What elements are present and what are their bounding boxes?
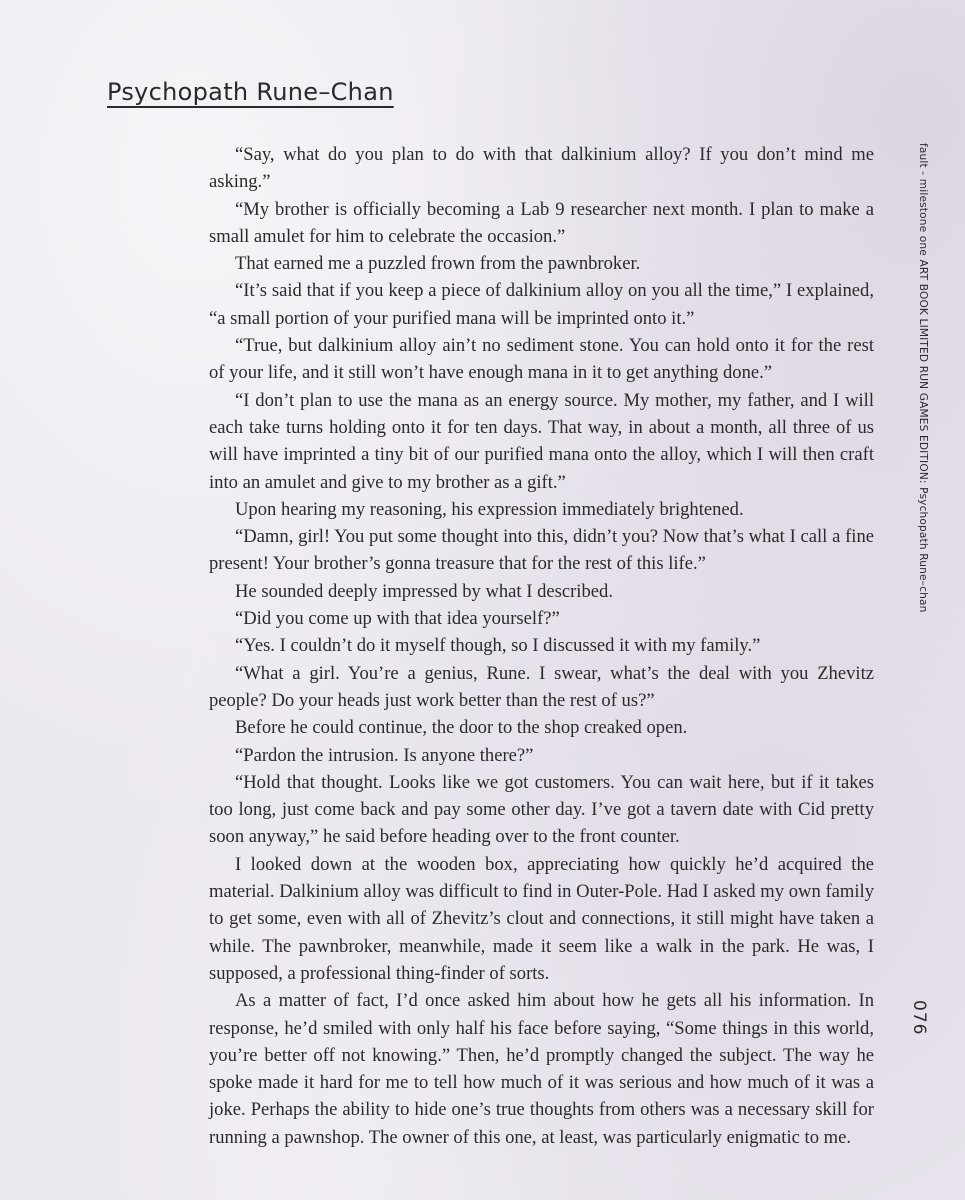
paragraph: “My brother is officially becoming a Lab 9 researcher next month. I plan to make a small amulet for him to celebrate the occasion.” [209,198,874,247]
side-running-header [913,143,929,643]
paragraph: Before he could continue, the door to the shop creaked open. [235,717,688,739]
page-title: Psychopath Rune–Chan [107,78,394,106]
paragraph: “I don’t plan to use the mana as an energy source. My mother, my father, and I will each take turns holding onto it for ten days. That way, in about a month, all three of us will have imprinted a tiny bit of our purified mana onto the alloy, which I will then craft into an amulet and give to my brother as a gift.” [209,389,874,493]
paragraph: “It’s said that if you keep a piece of dalkinium alloy on you all the time,” I explained, “a small portion of your purified mana will be imprinted onto it.” [209,280,874,329]
page-number-text: 076 [909,1000,929,1036]
paragraph: “Did you come up with that idea yourself?” [235,608,560,630]
paragraph: “Hold that thought. Looks like we got customers. You can wait here, but if it takes too long, just come back and pay some other day. I’ve got a tavern date with Cid pretty soon anyway,” he said before heading over to the front counter. [209,771,874,848]
side-running-header-text: fault - milestone one ART BOOK LIMITED RUN GAMES EDITION: Psychopath Rune–chan [917,143,929,613]
paragraph: “Damn, girl! You put some thought into this, didn’t you? Now that’s what I call a fine present! Your brother’s gonna treasure that for the rest of this life.” [209,526,874,575]
body-text [209,141,874,1151]
paragraph: “True, but dalkinium alloy ain’t no sediment stone. You can hold onto it for the rest of your life, and it still won’t have enough mana in it to get anything done.” [209,335,874,384]
paragraph: “Pardon the intrusion. Is anyone there?” [235,744,534,766]
paragraph: Upon hearing my reasoning, his expression immediately brightened. [235,498,744,520]
paragraph: “What a girl. You’re a genius, Rune. I swear, what’s the deal with you Zhevitz people? Do your heads just work better than the rest of us?” [209,662,874,711]
paragraph: He sounded deeply impressed by what I described. [235,580,613,602]
page-number [907,1000,929,1040]
paragraph: That earned me a puzzled frown from the pawnbroker. [235,253,641,275]
paragraph: As a matter of fact, I’d once asked him about how he gets all his information. In response, he’d smiled with only half his face before saying, “Some things in this world, you’re better off not knowing.” Then, he’d promptly changed the subject. The way he spoke made it hard for me to tell how much of it was serious and how much of it was a joke. Perhaps the ability to hide one’s true thoughts from others was a necessary skill for running a pawnshop. The owner of this one, at least, was particularly enigmatic to me. [209,990,874,1148]
paragraph: “Yes. I couldn’t do it myself though, so I discussed it with my family.” [235,635,761,657]
paragraph: I looked down at the wooden box, appreciating how quickly he’d acquired the material. Dalkinium alloy was difficult to find in Outer-Pole. Had I asked my own family to get some, even with all of Zhevitz’s clout and connections, it still might have taken a while. The pawnbroker, meanwhile, made it seem like a walk in the park. He was, I supposed, a professional thing-finder of sorts. [209,853,874,984]
paragraph: “Say, what do you plan to do with that dalkinium alloy? If you don’t mind me asking.” [209,144,874,193]
